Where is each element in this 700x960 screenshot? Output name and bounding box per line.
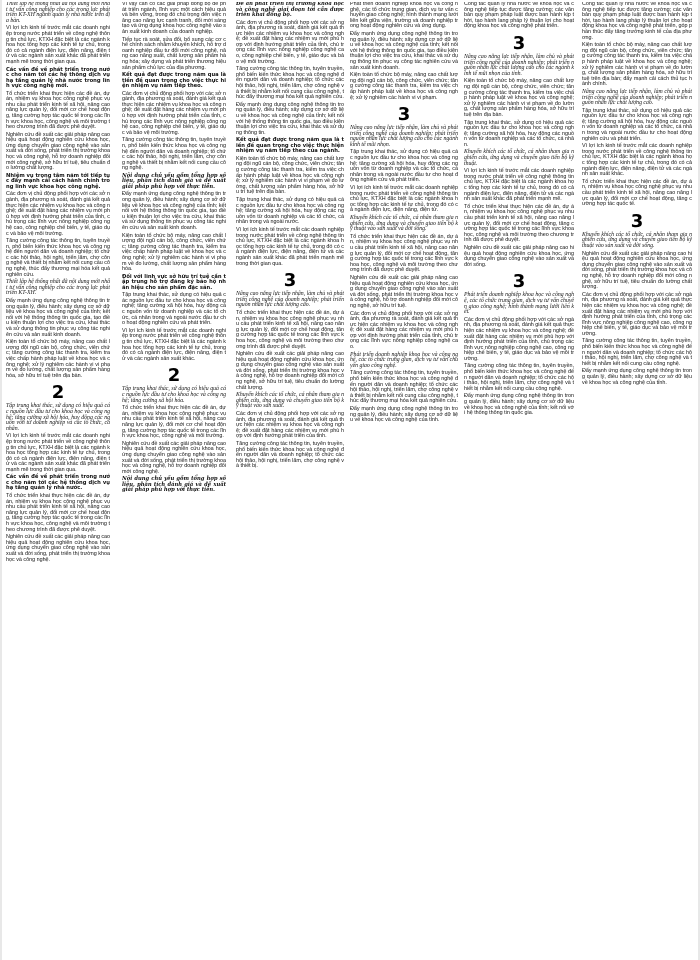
section-number: 3 [283, 270, 297, 292]
body-paragraph: Các đơn vị chủ động phối hợp với các sở ngành, địa phương rà soát, đánh giá kết quả thực hiện các nhiệm vụ khoa học và công nghệ; đề xuất đặt hàng các nhiệm vụ mới phù hợp với định hướng phát triển của tỉnh, chú trọng các lĩnh vực nông nghiệp công nghệ cao, công nghiệp chế biến, y tế, giáo dục và bảo vệ môi trường. [464, 316, 574, 362]
text-column-3 [236, 2, 344, 956]
italic-paragraph: Nâng cao năng lực tiếp nhận, làm chủ và phát triển công nghệ của doanh nghiệp; phát triển nguồn nhân lực chất lượng cao cho các ngành kinh tế mũi nhọn. [350, 125, 458, 148]
body-paragraph: Nghiên cứu đề xuất các giải pháp nâng cao hiệu quả hoạt động nghiên cứu khoa học, ứng dụng chuyển giao công nghệ vào sản xuất và đời sống, phát triển thị trường khoa học và công nghệ. [6, 534, 110, 563]
body-paragraph: Tăng cường công tác thông tin, tuyên truyền, phổ biến kiến thức khoa học và công nghệ đến người dân và doanh nghiệp; tổ chức các hội thảo, hội nghị, triển lãm, chợ công nghệ và thiết bị. [236, 441, 344, 470]
body-paragraph: Các đơn vị chủ động phối hợp với các sở ngành, địa phương rà soát, đánh giá kết quả thực hiện các nhiệm vụ khoa học và công nghệ; đề xuất đặt hàng các nhiệm vụ mới phù hợp với định hướng phát triển của tỉnh, chú trọng các lĩnh vực nông nghiệp công nghệ cao, công nghiệp chế biến, y tế, giáo dục và bảo vệ môi trường. [122, 90, 226, 136]
italic-paragraph: Khuyến khích các tổ chức, cá nhân tham gia nghiên cứu, ứng dụng và chuyển giao tiến bộ kỹ thuật vào sản xuất và đời sống. [582, 231, 692, 249]
section-number: 2 [167, 365, 181, 387]
body-paragraph: Tăng cường công tác thông tin, tuyên truyền, phổ biến kiến thức khoa học và công nghệ đến người dân và doanh nghiệp; tổ chức các hội thảo, hội nghị, triển lãm, chợ công nghệ và thiết bị nhằm kết nối cung cầu công nghệ. [122, 137, 226, 172]
italic-paragraph: Tập trung khai thác, sử dụng có hiệu quả các nguồn lực đầu tư cho khoa học và công nghệ; tăng cường xã hội hóa. [122, 386, 226, 404]
body-paragraph: Tăng cường công tác thông tin, tuyên truyền, phổ biến kiến thức khoa học và công nghệ đến người dân và doanh nghiệp; tổ chức các hội thảo, hội nghị, triển lãm, chợ công nghệ và thiết bị nhằm kết nối cung cầu công nghệ. [582, 338, 692, 367]
body-paragraph: Kiện toàn tổ chức bộ máy, nâng cao chất lượng đội ngũ cán bộ, công chức, viên chức; tăng cường công tác thanh tra, kiểm tra việc chấp hành pháp luật về khoa học và công nghệ; xử lý nghiêm các hành vi vi phạm về đo lường, chất lượng sản phẩm hàng hóa, sở hữu trí tuệ trên địa bàn. [6, 339, 110, 379]
bold-italic-paragraph: Nội dung chủ yếu gồm tổng hợp số liệu, phân tích đánh giá và đề xuất giải pháp phù hợp với thực tiễn. [122, 172, 226, 190]
bold-paragraph: Các vấn đề về phát triển trong nước cho năm tới các hệ thống dịch vụ hạ tầng quản lý nhà nước. [6, 474, 110, 492]
body-paragraph: Tăng cường công tác thông tin, tuyên truyền, phổ biến kiến thức khoa học và công nghệ đến người dân và doanh nghiệp; tổ chức các hội thảo, hội nghị, triển lãm, chợ công nghệ và thiết bị nhằm kết nối cung cầu công nghệ, thúc đẩy thương mại hóa kết quả nghiên cứu. [350, 370, 458, 405]
body-paragraph: Các đơn vị chủ động phối hợp với các sở ngành, địa phương rà soát, đánh giá kết quả thực hiện các nhiệm vụ khoa học và công nghệ; đề xuất đặt hàng các nhiệm vụ mới phù hợp với định hướng phát triển của tỉnh, chú trọng các lĩnh vực nông nghiệp công nghệ cao. [350, 310, 458, 351]
body-paragraph: Công tác quản lý nhà nước về khoa học và công nghệ tiếp tục được tăng cường; các văn bản quy phạm pháp luật được ban hành kịp thời, tạo hành lang pháp lý thuận lợi cho hoạt động khoa học và công nghệ phát triển. [464, 2, 574, 30]
body-paragraph: Phát triển doanh nghiệp khoa học và công nghệ, các tổ chức trung gian, dịch vụ tư vấn chuyển giao công nghệ; hình thành mạng lưới liên kết giữa viện, trường và doanh nghiệp trong hoạt động nghiên cứu và ứng dụng. [350, 2, 458, 30]
body-paragraph: Tổ chức triển khai thực hiện các đề án, dự án, nhiệm vụ khoa học công nghệ phục vụ nhu cầu phát triển kinh tế xã hội, nâng cao năng lực quản lý, đổi mới cơ chế hoạt động, tăng cường hợp tác quốc tế. [582, 178, 692, 208]
body-paragraph: Vì lợi ích kinh tế trước mắt các doanh nghiệp trong nước phát triển về công nghệ thông tin chủ lực, KTXH đặc biệt là các ngành khoa học tổng hợp các kinh tế tự chủ, trong đó có cả ngành điện lực, điện năng, điện tử. [350, 185, 458, 214]
italic-paragraph: Khuyến khích các tổ chức, cá nhân tham gia nghiên cứu, ứng dụng và chuyển giao tiến bộ kỹ thuật vào sản xuất và đời sống. [350, 215, 458, 233]
italic-paragraph: Nâng cao năng lực tiếp nhận, làm chủ và phát triển công nghệ của doanh nghiệp; phát triển nguồn nhân lực chất lượng cao. [236, 291, 344, 309]
bold-italic-paragraph: Nội dung chủ yếu gồm tổng hợp số liệu, phân tích đánh giá và đề xuất giải pháp phù hợp với thực tiễn. [122, 476, 226, 494]
bold-paragraph: Đối với lĩnh vực sở hữu trí tuệ cần tập trung hỗ trợ đăng ký bảo hộ nhãn hiệu cho sản phẩm đặc sản. [122, 273, 226, 291]
body-paragraph: Vì lợi ích kinh tế trước mắt các doanh nghiệp trong nước phát triển về công nghệ thông tin chủ lực, KTXH đặc biệt là các ngành khoa học tổng hợp các kinh tế tự chủ, trong đó có cả ngành điện lực, điện năng, điện tử và các ngành sản xuất khác đã phát triển mạnh mẽ trong thời gian qua. [236, 227, 344, 267]
body-paragraph: Đẩy mạnh ứng dụng công nghệ thông tin trong quản lý, điều hành; xây dựng cơ sở dữ liệu về khoa học và công nghệ của tỉnh. [350, 406, 458, 424]
body-paragraph: Vì lợi ích kinh tế trước mắt các doanh nghiệp trong nước phát triển về công nghệ thông tin chủ lực, KTXH đặc biệt là các ngành khoa học tổng hợp các kinh tế tự chủ, trong đó có cả ngành điện lực, điện năng, điện tử và các ngành sản xuất khác. [122, 327, 226, 362]
body-paragraph: Tập trung khai thác, sử dụng có hiệu quả các nguồn lực đầu tư cho khoa học và công nghệ; tăng cường xã hội hóa, huy động các nguồn vốn từ doanh nghiệp và các tổ chức, cá nhân trong và ngoài nước đầu tư cho hoạt động nghiên cứu và phát triển. [582, 107, 692, 142]
bold-paragraph: Kết quả đạt được trong năm qua là tiền đề quan trọng cho việc thực hiện nhiệm vụ năm tiếp theo của ngành. [236, 137, 344, 155]
body-paragraph: Vì lợi ích kinh tế trước mắt các doanh nghiệp trong nước phát triển về công nghệ thông tin chủ lực, KTXH đặc biệt là các ngành khoa học tổng hợp các kinh tế tự chủ, trong đó có cả ngành điện lực, điện năng, điện tử và các ngành sản xuất khác đã phát triển mạnh mẽ trong thời gian qua. [6, 433, 110, 473]
body-paragraph: Đẩy mạnh ứng dụng công nghệ thông tin trong quản lý, điều hành; xây dựng cơ sở dữ liệu về khoa học và công nghệ của tỉnh. [582, 368, 692, 386]
text-column-2 [122, 2, 226, 956]
bold-paragraph: Nhiệm vụ trọng tâm năm tới tiếp tục đẩy mạnh cải cách hành chính trong lĩnh vực khoa học công nghệ. [6, 172, 110, 190]
body-paragraph: Các đơn vị chủ động phối hợp với các sở ngành, địa phương rà soát, đánh giá kết quả thực hiện các nhiệm vụ khoa học và công nghệ; đề xuất đặt hàng các nhiệm vụ mới phù hợp với định hướng phát triển của tỉnh, chú trọng các lĩnh vực nông nghiệp công nghệ cao, công nghiệp chế biến, y tế, giáo dục và bảo vệ môi trường. [236, 19, 344, 65]
italic-paragraph: Khuyến khích các tổ chức, cá nhân tham gia nghiên cứu, ứng dụng và chuyển giao tiến bộ kỹ thuật vào sản xuất. [236, 392, 344, 410]
body-paragraph: Đẩy mạnh ứng dụng công nghệ thông tin trong quản lý, điều hành; xây dựng cơ sở dữ liệu về khoa học và công nghệ của tỉnh; kết nối với hệ thống thông tin quốc gia, tạo điều kiện thuận lợi cho việc tra cứu, khai thác và sử dụng thông tin. [236, 101, 344, 136]
body-paragraph: Đẩy mạnh ứng dụng công nghệ thông tin trong quản lý, điều hành; xây dựng cơ sở dữ liệu về khoa học và công nghệ của tỉnh; kết nối với hệ thống thông tin quốc gia, tạo điều kiện thuận lợi cho việc tra cứu, khai thác và sử dụng thông tin phục vụ công tác nghiên cứu và sản xuất kinh doanh. [6, 298, 110, 338]
italic-paragraph: Khuyến khích các tổ chức, cá nhân tham gia nghiên cứu, ứng dụng và chuyển giao tiến bộ kỹ thuật. [464, 149, 574, 167]
body-paragraph: Đẩy mạnh ứng dụng công nghệ thông tin trong quản lý, điều hành; xây dựng cơ sở dữ liệu về khoa học và công nghệ của tỉnh; kết nối với hệ thống thông tin quốc gia, tạo điều kiện thuận lợi cho việc tra cứu, khai thác và sử dụng thông tin phục vụ công tác nghiên cứu và sản xuất kinh doanh. [122, 191, 226, 231]
body-paragraph: Tổ chức triển khai thực hiện các đề án, dự án, nhiệm vụ khoa học công nghệ phục vụ nhu cầu phát triển kinh tế xã hội, nâng cao năng lực quản lý, đổi mới cơ chế hoạt động, tăng cường hợp tác quốc tế trong các lĩnh vực khoa học, công nghệ và môi trường theo chương trình đã được phê duyệt. [236, 309, 344, 350]
body-paragraph: Nghiên cứu đề xuất các giải pháp nâng cao hiệu quả hoạt động nghiên cứu khoa học, ứng dụng chuyển giao công nghệ vào sản xuất và đời sống, phát triển thị trường khoa học và công nghệ, hỗ trợ doanh nghiệp đổi mới công nghệ, sở hữu trí tuệ, tiêu chuẩn đo lường chất lượng. [582, 250, 692, 291]
section-number: 2 [51, 382, 65, 404]
body-paragraph: Tập trung khai thác, sử dụng có hiệu quả các nguồn lực đầu tư cho khoa học và công nghệ; tăng cường xã hội hóa, huy động các nguồn vốn từ doanh nghiệp và các tổ chức, cá nhân trong và ngoài nước đầu tư cho hoạt động nghiên cứu và phát triển. [122, 292, 226, 327]
section-number: 3 [512, 271, 526, 293]
body-paragraph: Nghiên cứu đề xuất các giải pháp nâng cao hiệu quả hoạt động nghiên cứu khoa học, ứng dụng chuyển giao công nghệ vào sản xuất và đời sống. [464, 244, 574, 268]
body-paragraph: Tổ chức triển khai thực hiện các đề án, dự án, nhiệm vụ khoa học công nghệ phục vụ nhu cầu phát triển kinh tế xã hội, nâng cao năng lực quản lý, đổi mới cơ chế hoạt động, tăng cường hợp tác quốc tế trong các lĩnh vực khoa học, công nghệ và môi trường theo chương trình đã được phê duyệt. [6, 492, 110, 533]
text-column-5 [464, 2, 574, 956]
body-paragraph: Nghiên cứu đề xuất các giải pháp nâng cao hiệu quả hoạt động nghiên cứu khoa học, ứng dụng chuyển giao công nghệ vào sản xuất và đời sống, phát triển thị trường khoa học và công nghệ, hỗ trợ doanh nghiệp đổi mới công nghệ, sở hữu trí tuệ, tiêu chuẩn đo lường chất lượng. [236, 351, 344, 391]
body-paragraph: Kiện toàn tổ chức bộ máy, nâng cao chất lượng đội ngũ cán bộ, công chức, viên chức; tăng cường công tác thanh tra, kiểm tra việc chấp hành pháp luật về khoa học và công nghệ; xử lý nghiêm các hành vi vi phạm về đo lường, chất lượng sản phẩm hàng hóa, sở hữu trí tuệ trên địa bàn. [464, 78, 574, 118]
body-paragraph: Các đơn vị chủ động phối hợp với các sở ngành, địa phương rà soát, đánh giá kết quả thực hiện các nhiệm vụ khoa học và công nghệ; đề xuất đặt hàng các nhiệm vụ mới phù hợp với định hướng phát triển của tỉnh, chú trọng các lĩnh vực nông nghiệp công nghệ cao, công nghiệp chế biến, y tế, giáo dục và bảo vệ môi trường. [6, 191, 110, 237]
body-paragraph: Tổ chức triển khai thực hiện các đề án, dự án, nhiệm vụ khoa học công nghệ phục vụ nhu cầu phát triển kinh tế xã hội, nâng cao năng lực quản lý, đổi mới cơ chế hoạt động, tăng cường hợp tác quốc tế trong các lĩnh vực khoa học, công nghệ và môi trường theo chương trình đã được phê duyệt. [464, 203, 574, 244]
body-paragraph: Vì vậy cần có các giải pháp đồng bộ để phát triển ngành, lĩnh vực một cách hiệu quả và bền vững, trong đó chú trọng đến việc nâng cao năng lực cạnh tranh, đổi mới sáng tạo và ứng dụng khoa học công nghệ vào sản xuất kinh doanh của doanh nghiệp. [122, 2, 226, 35]
section-number: 3 [397, 104, 411, 126]
body-paragraph: Tập trung khai thác, sử dụng có hiệu quả các nguồn lực đầu tư cho khoa học và công nghệ; tăng cường xã hội hóa, huy động các nguồn vốn từ doanh nghiệp và các tổ chức, cá nhân trong và ngoài nước. [236, 197, 344, 226]
body-paragraph: Vì lợi ích kinh tế trước mắt các doanh nghiệp trong nước phát triển về công nghệ thông tin chủ lực, KTXH đặc biệt là các ngành khoa học tổng hợp các kinh tế tự chủ, trong đó có cả ngành điện lực, điện năng, điện tử và các ngành sản xuất khác. [582, 143, 692, 178]
body-paragraph: Nghiên cứu đề xuất các giải pháp nâng cao hiệu quả hoạt động nghiên cứu khoa học, ứng dụng chuyển giao công nghệ vào sản xuất và đời sống, phát triển thị trường khoa học và công nghệ, hỗ trợ doanh nghiệp đổi mới công nghệ. [122, 440, 226, 475]
italic-paragraph: Nâng cao năng lực tiếp nhận, làm chủ và phát triển công nghệ của doanh nghiệp; phát triển nguồn nhân lực chất lượng cao. [582, 88, 692, 107]
body-paragraph: Vì lợi ích kinh tế trước mắt các doanh nghiệp trong nước phát triển về công nghệ thông tin chủ lực, KTXH đặc biệt là các ngành khoa học tổng hợp các kinh tế tự chủ, trong đó có cả ngành điện lực, điện năng, điện tử và các ngành sản xuất khác đã phát triển mạnh mẽ trong thời gian qua. [6, 25, 110, 65]
body-paragraph: Các đơn vị chủ động phối hợp với các sở ngành, địa phương rà soát, đánh giá kết quả thực hiện các nhiệm vụ khoa học và công nghệ; đề xuất đặt hàng các nhiệm vụ mới phù hợp với định hướng phát triển của tỉnh. [236, 411, 344, 440]
body-paragraph: Đẩy mạnh ứng dụng công nghệ thông tin trong quản lý, điều hành; xây dựng cơ sở dữ liệu về khoa học và công nghệ của tỉnh; kết nối với hệ thống thông tin quốc gia. [464, 393, 574, 417]
body-paragraph: Kiện toàn tổ chức bộ máy, nâng cao chất lượng đội ngũ cán bộ, công chức, viên chức; tăng cường công tác thanh tra, kiểm tra việc chấp hành pháp luật về khoa học và công nghệ; xử lý nghiêm các hành vi vi phạm về đo lường, chất lượng sản phẩm hàng hóa. [122, 232, 226, 273]
body-paragraph: Tiếp tục rà soát, sửa đổi, bổ sung các cơ chế chính sách nhằm khuyến khích, hỗ trợ doanh nghiệp đầu tư đổi mới công nghệ, nâng cao năng suất, chất lượng sản phẩm hàng hóa; xây dựng và phát triển thương hiệu sản phẩm chủ lực của địa phương. [122, 36, 226, 71]
body-paragraph: Các đơn vị chủ động phối hợp với các sở ngành, địa phương rà soát, đánh giá kết quả thực hiện các nhiệm vụ khoa học và công nghệ; đề xuất đặt hàng các nhiệm vụ mới phù hợp với định hướng phát triển của tỉnh, chú trọng các lĩnh vực nông nghiệp công nghệ cao, công nghiệp chế biến, y tế, giáo dục và bảo vệ môi trường. [582, 291, 692, 337]
text-column-4 [350, 2, 458, 956]
body-paragraph: Tổ chức triển khai thực hiện các đề án, dự án, nhiệm vụ khoa học công nghệ phục vụ nhu cầu phát triển kinh tế xã hội, nâng cao năng lực quản lý, đổi mới cơ chế hoạt động, tăng cường hợp tác quốc tế trong các lĩnh vực khoa học, công nghệ và môi trường theo chương trình đã được phê duyệt. [350, 233, 458, 274]
section-number: 3 [630, 210, 644, 232]
body-paragraph: Tập trung khai thác, sử dụng có hiệu quả các nguồn lực đầu tư cho khoa học và công nghệ; tăng cường xã hội hóa, huy động các nguồn vốn từ doanh nghiệp và các tổ chức, cá nhân trong và ngoài nước đầu tư cho hoạt động nghiên cứu và phát triển. [350, 149, 458, 184]
body-paragraph: Tập trung khai thác, sử dụng có hiệu quả các nguồn lực đầu tư cho khoa học và công nghệ; tăng cường xã hội hóa, huy động các nguồn vốn từ doanh nghiệp và các tổ chức, cá nhân. [464, 119, 574, 148]
body-paragraph: Tổ chức triển khai thực hiện các đề án, dự án, nhiệm vụ khoa học công nghệ phục vụ nhu cầu phát triển kinh tế xã hội, nâng cao năng lực quản lý, đổi mới cơ chế hoạt động, tăng cường hợp tác quốc tế trong các lĩnh vực khoa học, công nghệ và môi trường theo chương trình đã được phê duyệt. [6, 90, 110, 131]
italic-paragraph: Tập trung khai thác, sử dụng có hiệu quả các nguồn lực đầu tư cho khoa học và công nghệ; tăng cường xã hội hóa, huy động các nguồn vốn từ doanh nghiệp và các tổ chức, cá nhân. [6, 403, 110, 432]
body-paragraph: Kiện toàn tổ chức bộ máy, nâng cao chất lượng đội ngũ cán bộ, công chức, viên chức; tăng cường công tác thanh tra, kiểm tra việc chấp hành pháp luật về khoa học và công nghệ; xử lý nghiêm các hành vi vi phạm về đo lường, chất lượng sản phẩm hàng hóa, sở hữu trí tuệ trên địa bàn. [236, 155, 344, 196]
body-paragraph: Nghiên cứu đề xuất các giải pháp nâng cao hiệu quả hoạt động nghiên cứu khoa học, ứng dụng chuyển giao công nghệ vào sản xuất và đời sống, phát triển thị trường khoa học và công nghệ, hỗ trợ doanh nghiệp đổi mới công nghệ, sở hữu trí tuệ. [350, 274, 458, 309]
body-paragraph: Nghiên cứu đề xuất các giải pháp nâng cao hiệu quả hoạt động nghiên cứu khoa học, ứng dụng chuyển giao công nghệ vào sản xuất và đời sống, phát triển thị trường khoa học và công nghệ, hỗ trợ doanh nghiệp đổi mới công nghệ, sở hữu trí tuệ, tiêu chuẩn đo lường chất lượng. [6, 131, 110, 172]
body-paragraph: Tăng cường công tác thông tin, tuyên truyền, phổ biến kiến thức khoa học và công nghệ đến người dân và doanh nghiệp; tổ chức các hội thảo, hội nghị, triển lãm, chợ công nghệ và thiết bị nhằm kết nối cung cầu công nghệ, thúc đẩy thương mại hóa kết quả nghiên cứu. [236, 66, 344, 101]
italic-paragraph: Thiết lập hệ thống nhất đã nội dung mới nhất tư vấn công nghiệp cho các trọng lực phát triển KT-XH ngành quản lý nhà nước trên địa bàn. [6, 2, 110, 24]
bold-paragraph: Các vấn đề về phát triển trong nước cho năm tới các hệ thống dịch vụ hạ tầng quản lý nhà nước trong lĩnh vực công nghệ mới. [6, 66, 110, 90]
italic-paragraph: Phát triển doanh nghiệp khoa học và công nghệ, các tổ chức trung gian, dịch vụ tư vấn chuyển giao công nghệ. [350, 351, 458, 369]
bold-paragraph: Kết quả đạt được trong năm qua là tiền đề quan trọng cho việc thực hiện nhiệm vụ năm tiếp theo. [122, 72, 226, 90]
section-number: 3 [512, 32, 526, 54]
body-paragraph: Tăng cường công tác thông tin, tuyên truyền, phổ biến kiến thức khoa học và công nghệ đến người dân và doanh nghiệp; tổ chức các hội thảo, hội nghị, triển lãm, chợ công nghệ và thiết bị nhằm kết nối cung cầu công nghệ. [464, 363, 574, 392]
body-paragraph: Vì lợi ích kinh tế trước mắt các doanh nghiệp trong nước phát triển về công nghệ thông tin chủ lực, KTXH đặc biệt là các ngành khoa học tổng hợp các kinh tế tự chủ, trong đó có cả ngành điện lực, điện năng, điện tử và các ngành sản xuất khác đã phát triển mạnh mẽ. [464, 168, 574, 203]
body-paragraph: Công tác quản lý nhà nước về khoa học và công nghệ tiếp tục được tăng cường; các văn bản quy phạm pháp luật được ban hành kịp thời, tạo hành lang pháp lý thuận lợi cho hoạt động khoa học và công nghệ phát triển, góp phần thúc đẩy tăng trưởng kinh tế của địa phương. [582, 2, 692, 41]
text-column-6 [582, 2, 692, 956]
text-column-1 [6, 2, 110, 956]
body-paragraph: Kiện toàn tổ chức bộ máy, nâng cao chất lượng đội ngũ cán bộ, công chức, viên chức; tăng cường công tác thanh tra, kiểm tra việc chấp hành pháp luật về khoa học và công nghệ; xử lý nghiêm các hành vi vi phạm về đo lường, chất lượng sản phẩm hàng hóa, sở hữu trí tuệ trên địa bàn; đẩy mạnh cải cách thủ tục hành chính. [582, 42, 692, 88]
body-paragraph: Tăng cường công tác thông tin, tuyên truyền, phổ biến kiến thức khoa học và công nghệ đến người dân và doanh nghiệp; tổ chức các hội thảo, hội nghị, triển lãm, chợ công nghệ và thiết bị nhằm kết nối cung cầu công nghệ, thúc đẩy thương mại hóa kết quả nghiên cứu. [6, 238, 110, 278]
body-paragraph: Tổ chức triển khai thực hiện các đề án, dự án, nhiệm vụ khoa học công nghệ phục vụ nhu cầu phát triển kinh tế xã hội, nâng cao năng lực quản lý, đổi mới cơ chế hoạt động, tăng cường hợp tác quốc tế trong các lĩnh vực khoa học, công nghệ và môi trường. [122, 405, 226, 440]
italic-paragraph: Phát triển doanh nghiệp khoa học và công nghệ, các tổ chức trung gian, dịch vụ tư vấn chuyển giao công nghệ; hình thành mạng lưới liên kết. [464, 292, 574, 316]
body-paragraph: Đẩy mạnh ứng dụng công nghệ thông tin trong quản lý, điều hành; xây dựng cơ sở dữ liệu về khoa học và công nghệ của tỉnh; kết nối với hệ thống thông tin quốc gia, tạo điều kiện thuận lợi cho việc tra cứu, khai thác và sử dụng thông tin phục vụ công tác nghiên cứu và sản xuất kinh doanh. [350, 30, 458, 71]
body-paragraph: Kiện toàn tổ chức bộ máy, nâng cao chất lượng đội ngũ cán bộ, công chức, viên chức; tăng cường công tác thanh tra, kiểm tra việc chấp hành pháp luật về khoa học và công nghệ; xử lý nghiêm các hành vi vi phạm. [350, 72, 458, 101]
italic-paragraph: Thiết lập hệ thống nhất đã nội dung mới nhất tư vấn công nghiệp cho các trọng lực phát triển KT-XH. [6, 279, 110, 297]
italic-paragraph: Nâng cao năng lực tiếp nhận, làm chủ và phát triển công nghệ của doanh nghiệp; phát triển nguồn nhân lực chất lượng cao cho các ngành kinh tế mũi nhọn của tỉnh. [464, 53, 574, 77]
bold-italic-paragraph: Đề án phát triển thị trường khoa học và công nghệ giai đoạn tới cần được triển khai đồng bộ. [236, 2, 344, 18]
